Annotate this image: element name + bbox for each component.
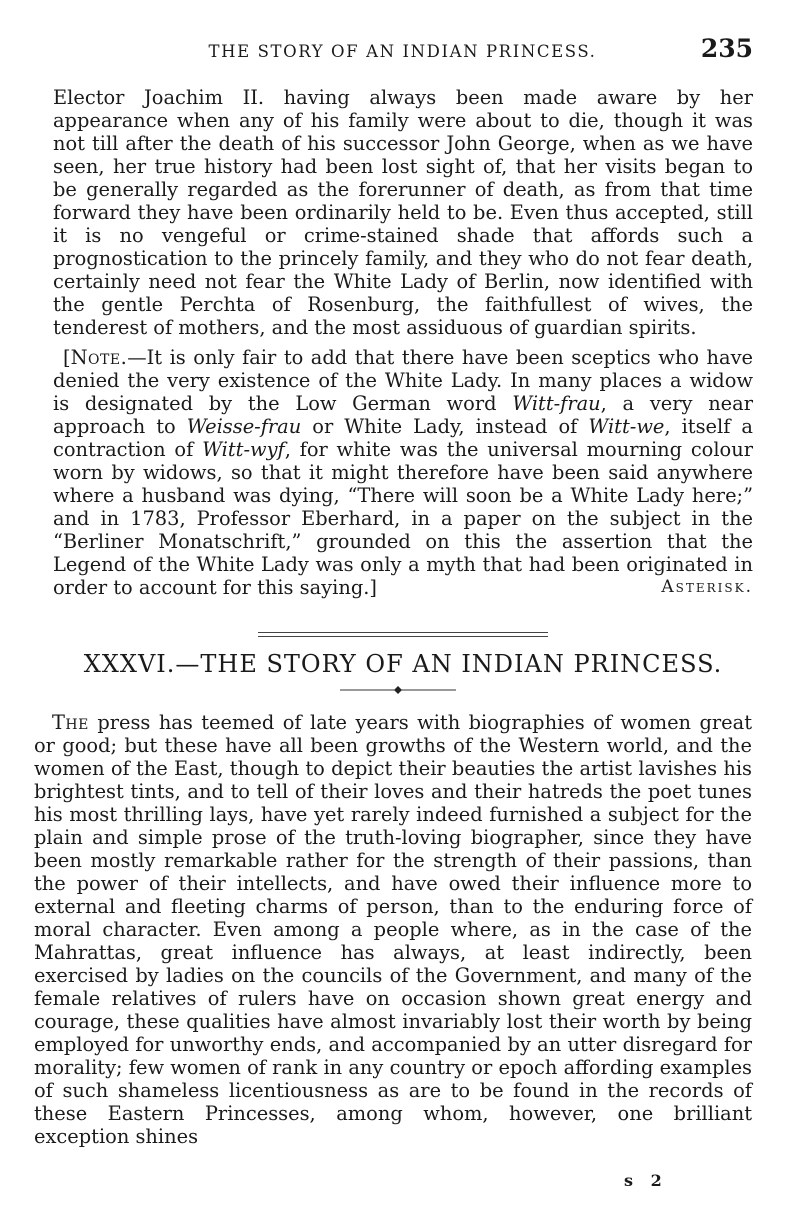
note-paragraph — [53, 346, 753, 599]
continuation-text: Elector Joachim II. having always been made aware by her appearance when any of his family were about to die, though it was not till after the death of his successor John George, when as we have seen, her true history had been lost sight of, that her visits began to be generally regarded as the forerunner of death, as from that time forward they have been ordinarily held to be. Even thus accepted, still it is no vengeful or crime-stained shade that affords such a prognostication to the princely family, and they who do not fear death, certainly need not fear the White Lady of Berlin, now identified with the gentle Perchta of Rosenburg, the faithfullest of wives, the tenderest of mothers, and the most assiduous of guardian spirits. — [53, 86, 753, 339]
chapter-body: press has teemed of late years with biographies of women great or good; but these have all been growths of the Western world, and the women of the East, though to depict their beauties the artist lavishes his brightest tints, and to tell of their loves and their hatreds the poet tunes his most thrilling lays, have yet rarely indeed furnished a subject for the plain and simple prose of the truth-loving biographer, since they have been mostly remarkable rather for the strength of their passions, than the power of their intellects, and have owed their influence more to external and fleeting charms of person, than to the enduring force of moral character. Even among a people where, as in the case of the Mahrattas, great influence has always, at least indirectly, been exercised by ladies on the councils of the Government, and many of the female relatives of rulers have on occasion shown great energy and courage, these qualities have almost invariably lost their worth by being employed for unworthy ends, and accompanied by an utter disregard for morality; few women of rank in any country or epoch affording examples of such shameless licentiousness as are to be found in the records of these Eastern Princesses, among whom, however, one brilliant exception shines — [34, 711, 752, 1148]
note-term-1: Witt-frau — [512, 392, 601, 415]
printer-signature-mark: s 2 — [624, 1171, 668, 1190]
chapter-opening-paragraph — [34, 711, 752, 1148]
note-signature: Asterisk. — [661, 577, 753, 597]
chapter-first-word: The — [52, 711, 89, 734]
section-divider-bottom — [258, 636, 548, 637]
chapter-text — [34, 711, 752, 1148]
running-head — [52, 34, 753, 68]
note-term-2: Weisse-frau — [186, 415, 302, 438]
note-text-1: —It is only fair to add that there have been sceptics who have denied the very existence of the White Lady. In many places a widow is designated by the Low German word — [53, 346, 753, 415]
note-text-2: , a very near approach to — [53, 392, 753, 438]
note-open-bracket: [ — [63, 346, 71, 369]
ornament-divider-icon — [340, 680, 456, 700]
note-term-3: Witt-we — [588, 415, 665, 438]
running-title: THE STORY OF AN INDIAN PRINCESS. — [208, 42, 597, 61]
chapter-title: XXXVI.—THE STORY OF AN INDIAN PRINCESS. — [83, 650, 723, 678]
note-label: Note. — [70, 346, 128, 369]
page-number: 235 — [700, 34, 753, 63]
section-divider-top — [258, 632, 548, 633]
note-text-3: or White Lady, instead of — [301, 415, 589, 438]
note-text-5: , for white was the universal mourning colour worn by widows, so that it might therefore have been said anywhere where a husband was dying, “There will soon be a White Lady here;” and in 1783, Professor Eberhard, in a paper on the subject in the “Berliner Monatschrift,” grounded on this the assertion that the Legend of the White Lady was only a myth that had been originated in order to account for this saying.] — [53, 438, 753, 599]
note-term-4: Witt-wyf — [202, 438, 285, 461]
note-text — [53, 346, 753, 599]
note-text-4: , itself a contraction of — [53, 415, 753, 461]
continuation-paragraph — [53, 86, 753, 339]
